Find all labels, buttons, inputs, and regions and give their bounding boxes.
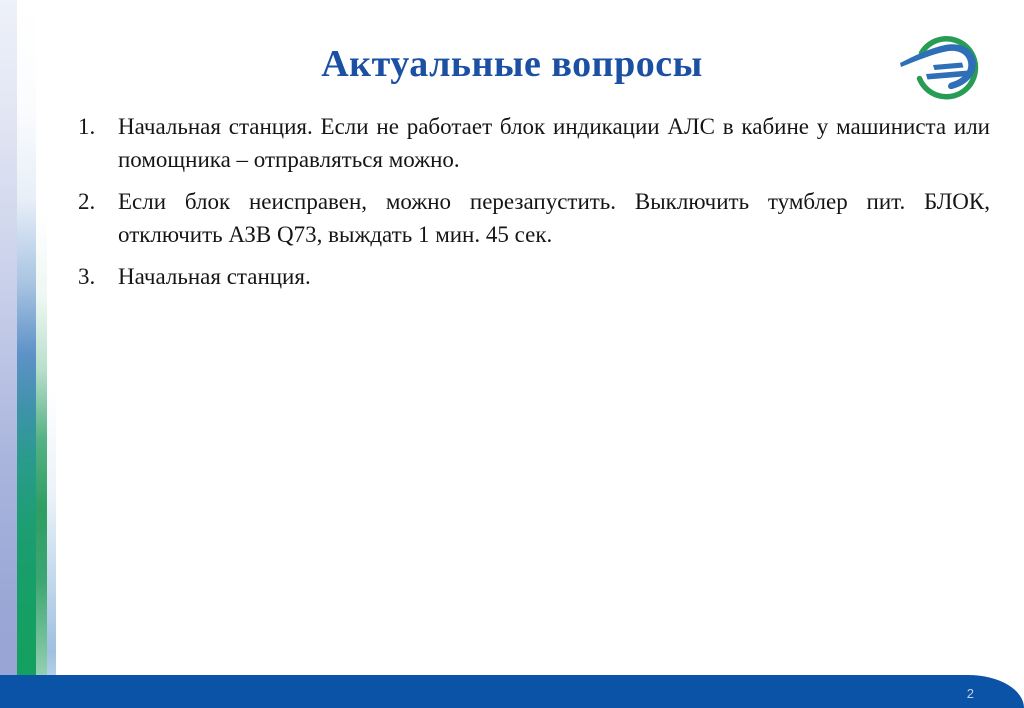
item-text: Начальная станция. Если не работает блок индикации АЛС в кабине у машиниста или помощника – отправляться можно.	[118, 114, 990, 172]
stripe-green	[36, 0, 47, 708]
stripe-blue-green	[17, 0, 36, 708]
question-list	[78, 110, 990, 302]
list-item	[78, 260, 990, 293]
slide-title: Актуальные вопросы	[321, 43, 703, 85]
list-item	[78, 110, 990, 176]
left-gradient-stripes	[0, 0, 56, 708]
item-number: 2.	[78, 189, 96, 214]
stripe-periwinkle	[0, 0, 17, 708]
item-text: Начальная станция.	[118, 264, 311, 289]
list-item	[78, 185, 990, 251]
footer-bar	[0, 675, 1024, 708]
item-number: 3.	[78, 264, 96, 289]
stripe-light	[47, 0, 56, 708]
item-text: Если блок неисправен, можно перезапустить. Выключить тумблер пит. БЛОК, отключить АЗВ Q73, выждать 1 мин. 45 сек.	[118, 189, 990, 247]
item-number: 1.	[78, 114, 96, 139]
page-number: 2	[966, 686, 974, 701]
cppk-train-logo-icon	[900, 34, 990, 102]
